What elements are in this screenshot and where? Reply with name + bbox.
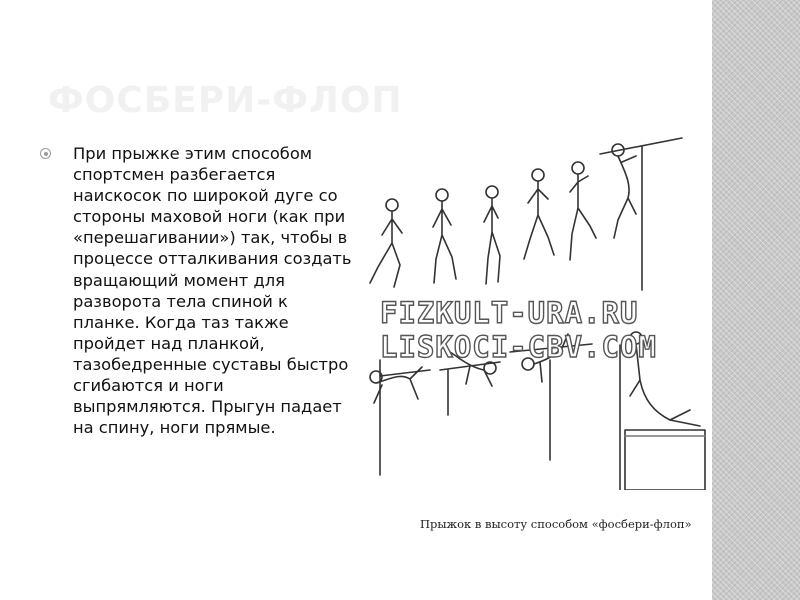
bullet-text: При прыжке этим способом спортсмен разбегается наискосок по широкой дуге со стороны маховой ноги (как при «перешагивании») так, чтобы в процессе отталкивания создать вращающий момент для разворота тела спиной к планке. Когда таз также пройдет над планкой, тазобедренные суставы быстро сгибаются и ноги выпрямляются. Прыгун падает на спину, ноги прямые. [73,144,352,438]
figure-caption: Прыжок в высоту способом «фосбери-флоп» [420,517,692,531]
bullet-list [40,143,350,438]
landing-mat [625,430,705,490]
runner-figure-2 [433,189,456,283]
runner-figure-4 [524,169,554,259]
jumper-figure-6 [612,144,636,238]
watermark-line-1: FIZKULT-URA.RU [380,296,639,330]
high-jump-bar-1 [380,370,430,376]
slide-title: ФОСБЕРИ-ФЛОП [48,80,403,121]
high-jump-bar-top [600,138,682,154]
runner-figure-3 [484,186,500,284]
runner-figure-1 [370,199,402,287]
bullet-circle-icon [40,148,51,159]
decorative-side-stripe [712,0,800,600]
runner-figure-5 [570,162,596,260]
watermark-line-2: LISKOCI-CBV.COM [380,330,657,364]
